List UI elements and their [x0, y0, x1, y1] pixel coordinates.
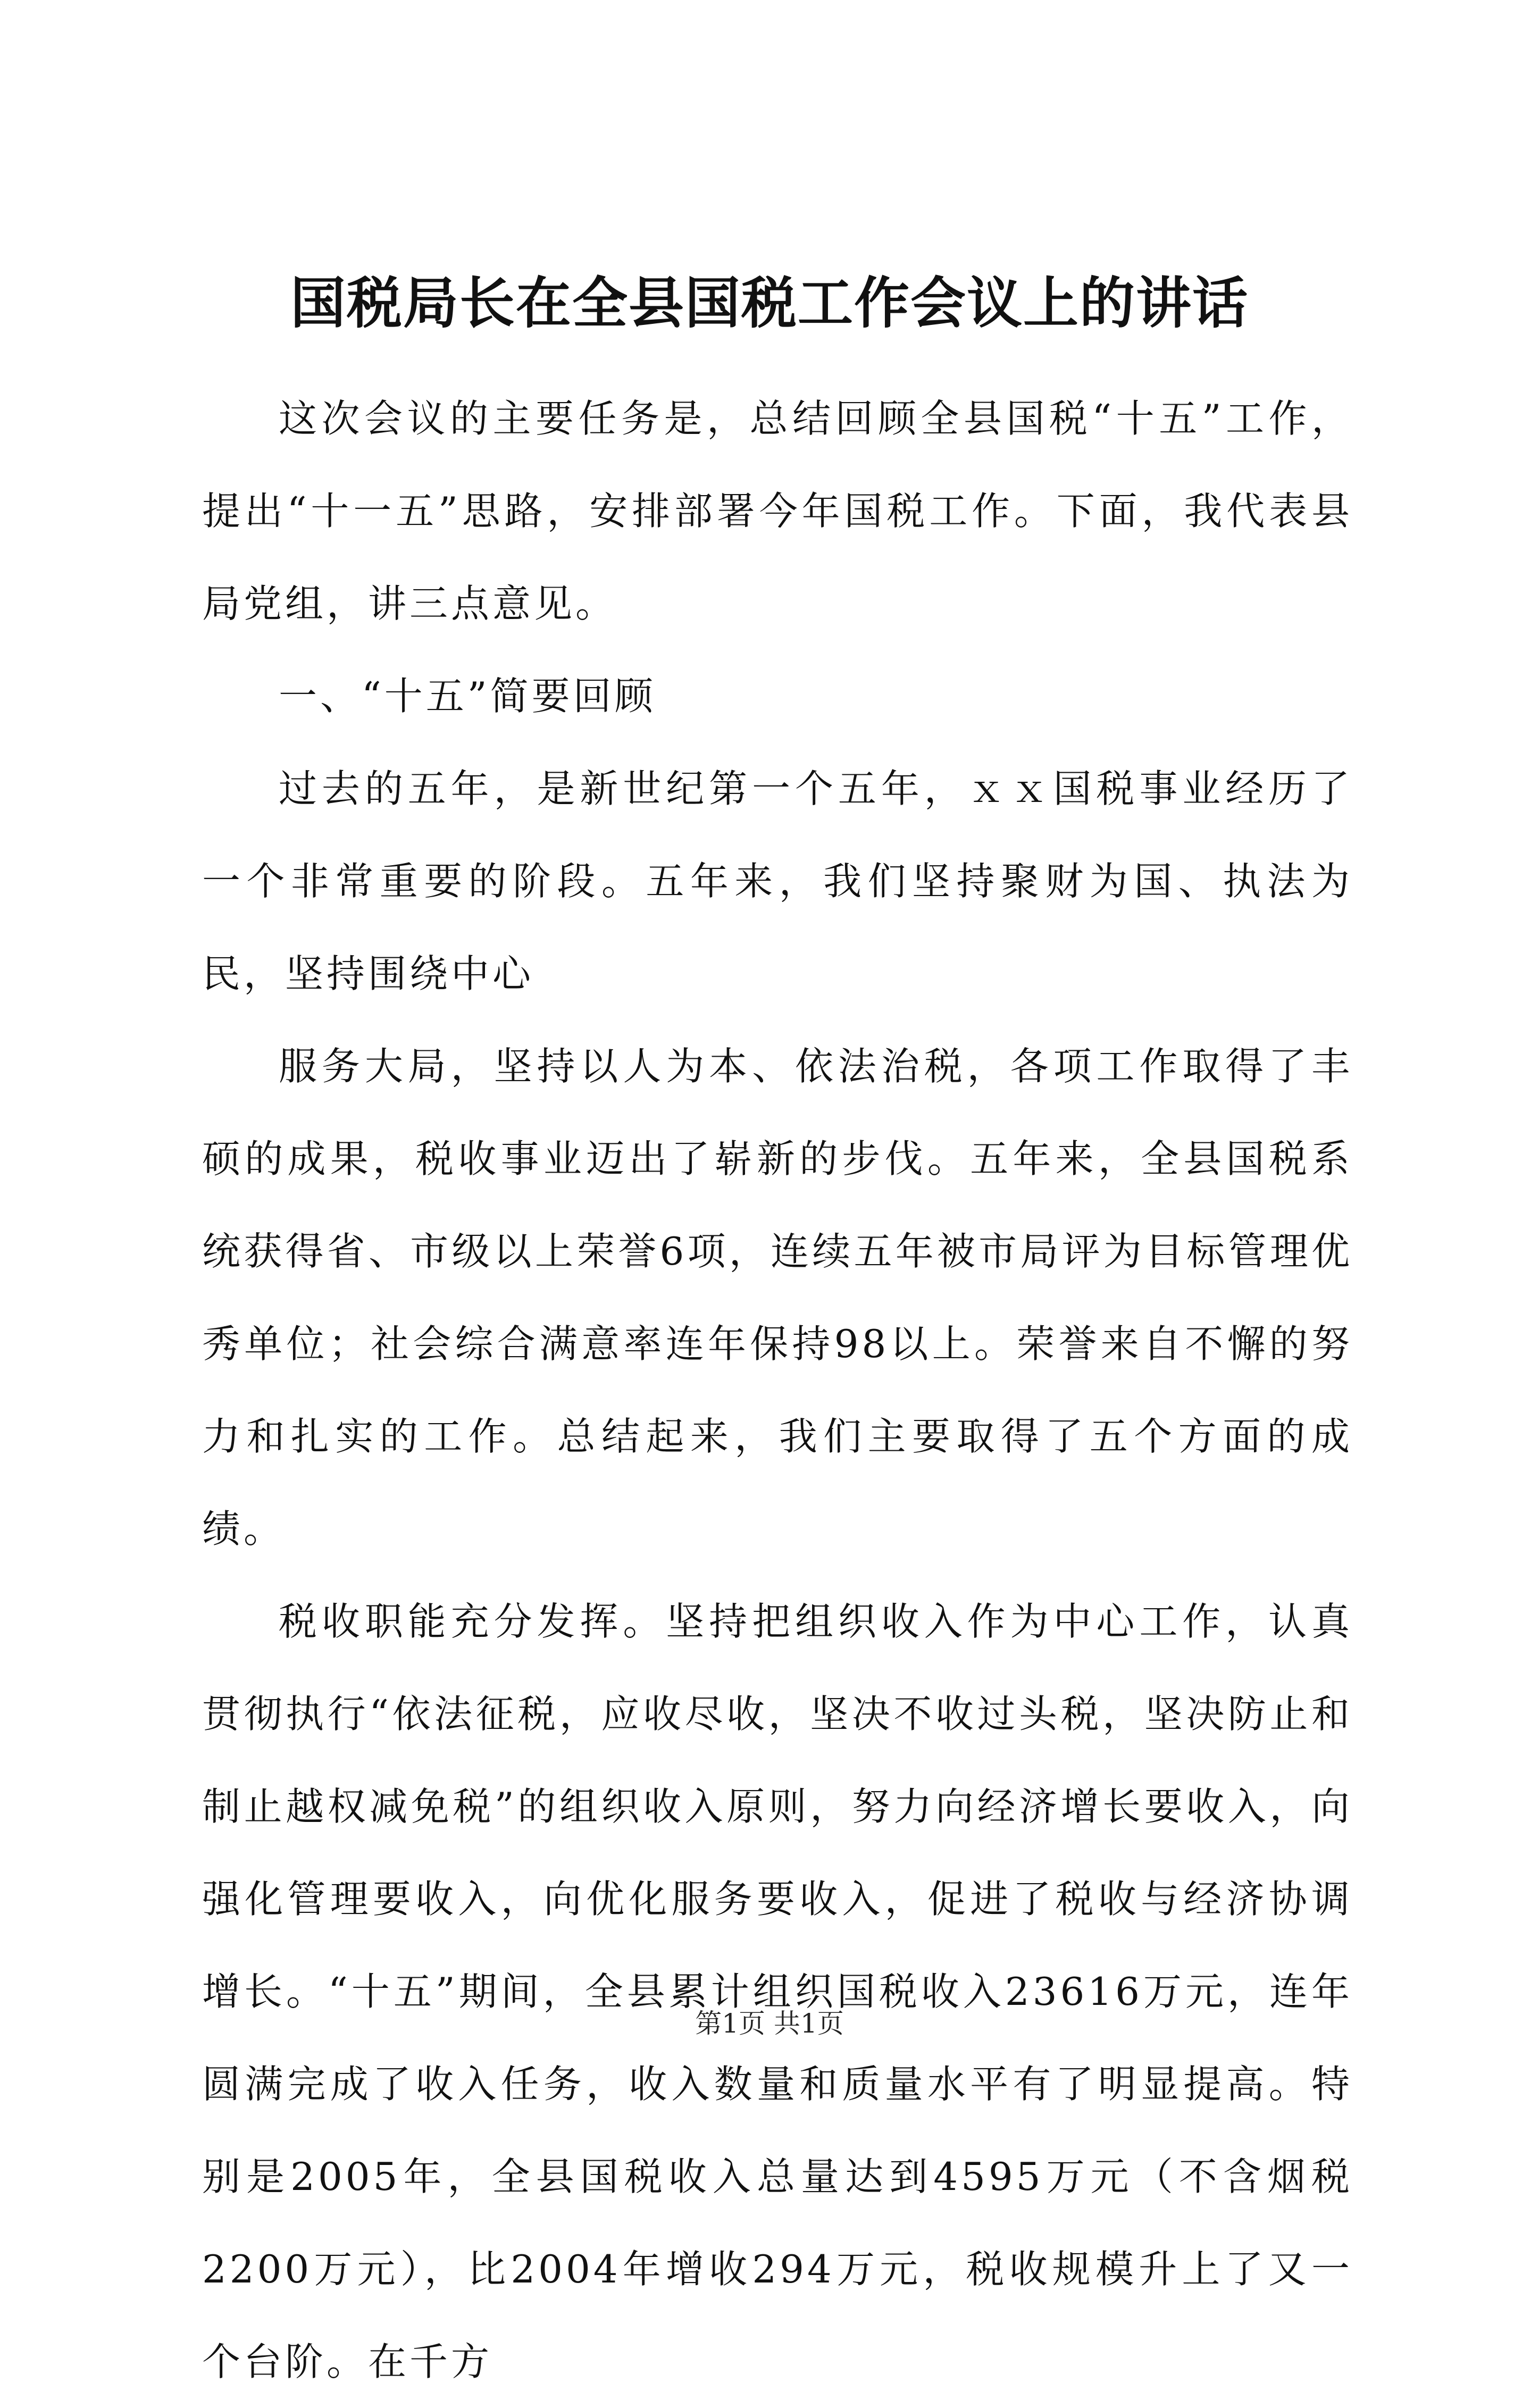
document-body: [202, 372, 1353, 2408]
document-title: 国税局长在全县国税工作会议上的讲话: [290, 270, 1249, 336]
section-heading-review: 一、“十五”简要回顾: [279, 674, 656, 718]
paragraph-intro: 这次会议的主要任务是，总结回顾全县国税“十五”工作，提出“十一五”思路，安排部署今年国税工作。下面，我代表县局党组，讲三点意见。: [202, 396, 1353, 626]
page-footer: 第1页 共1页: [695, 2008, 844, 2039]
paragraph-achievements: 服务大局，坚持以人为本、依法治税，各项工作取得了丰硕的成果，税收事业迈出了崭新的步伐。五年来，全县国税系统获得省、市级以上荣誉6项，连续五年被市局评为目标管理优秀单位；社会综合满意率连年保持98以上。荣誉来自不懈的努力和扎实的工作。总结起来，我们主要取得了五个方面的成绩。: [202, 1044, 1353, 1551]
paragraph-tax-function: 税收职能充分发挥。坚持把组织收入作为中心工作，认真贯彻执行“依法征税，应收尽收，坚决不收过头税，坚决防止和制止越权减免税”的组织收入原则，努力向经济增长要收入，向强化管理要收入，向优化服务要收入，促进了税收与经济协调增长。“十五”期间，全县累计组织国税收入23616万元，连年圆满完成了收入任务，收入数量和质量水平有了明显提高。特别是2005年，全县国税收入总量达到4595万元（不含烟税2200万元），比2004年增收294万元，税收规模升上了又一个台阶。在千方: [202, 1599, 1353, 2384]
paragraph-past-five-years: 过去的五年，是新世纪第一个五年，ｘｘ国税事业经历了一个非常重要的阶段。五年来，我们坚持聚财为国、执法为民，坚持围绕中心: [202, 766, 1353, 996]
